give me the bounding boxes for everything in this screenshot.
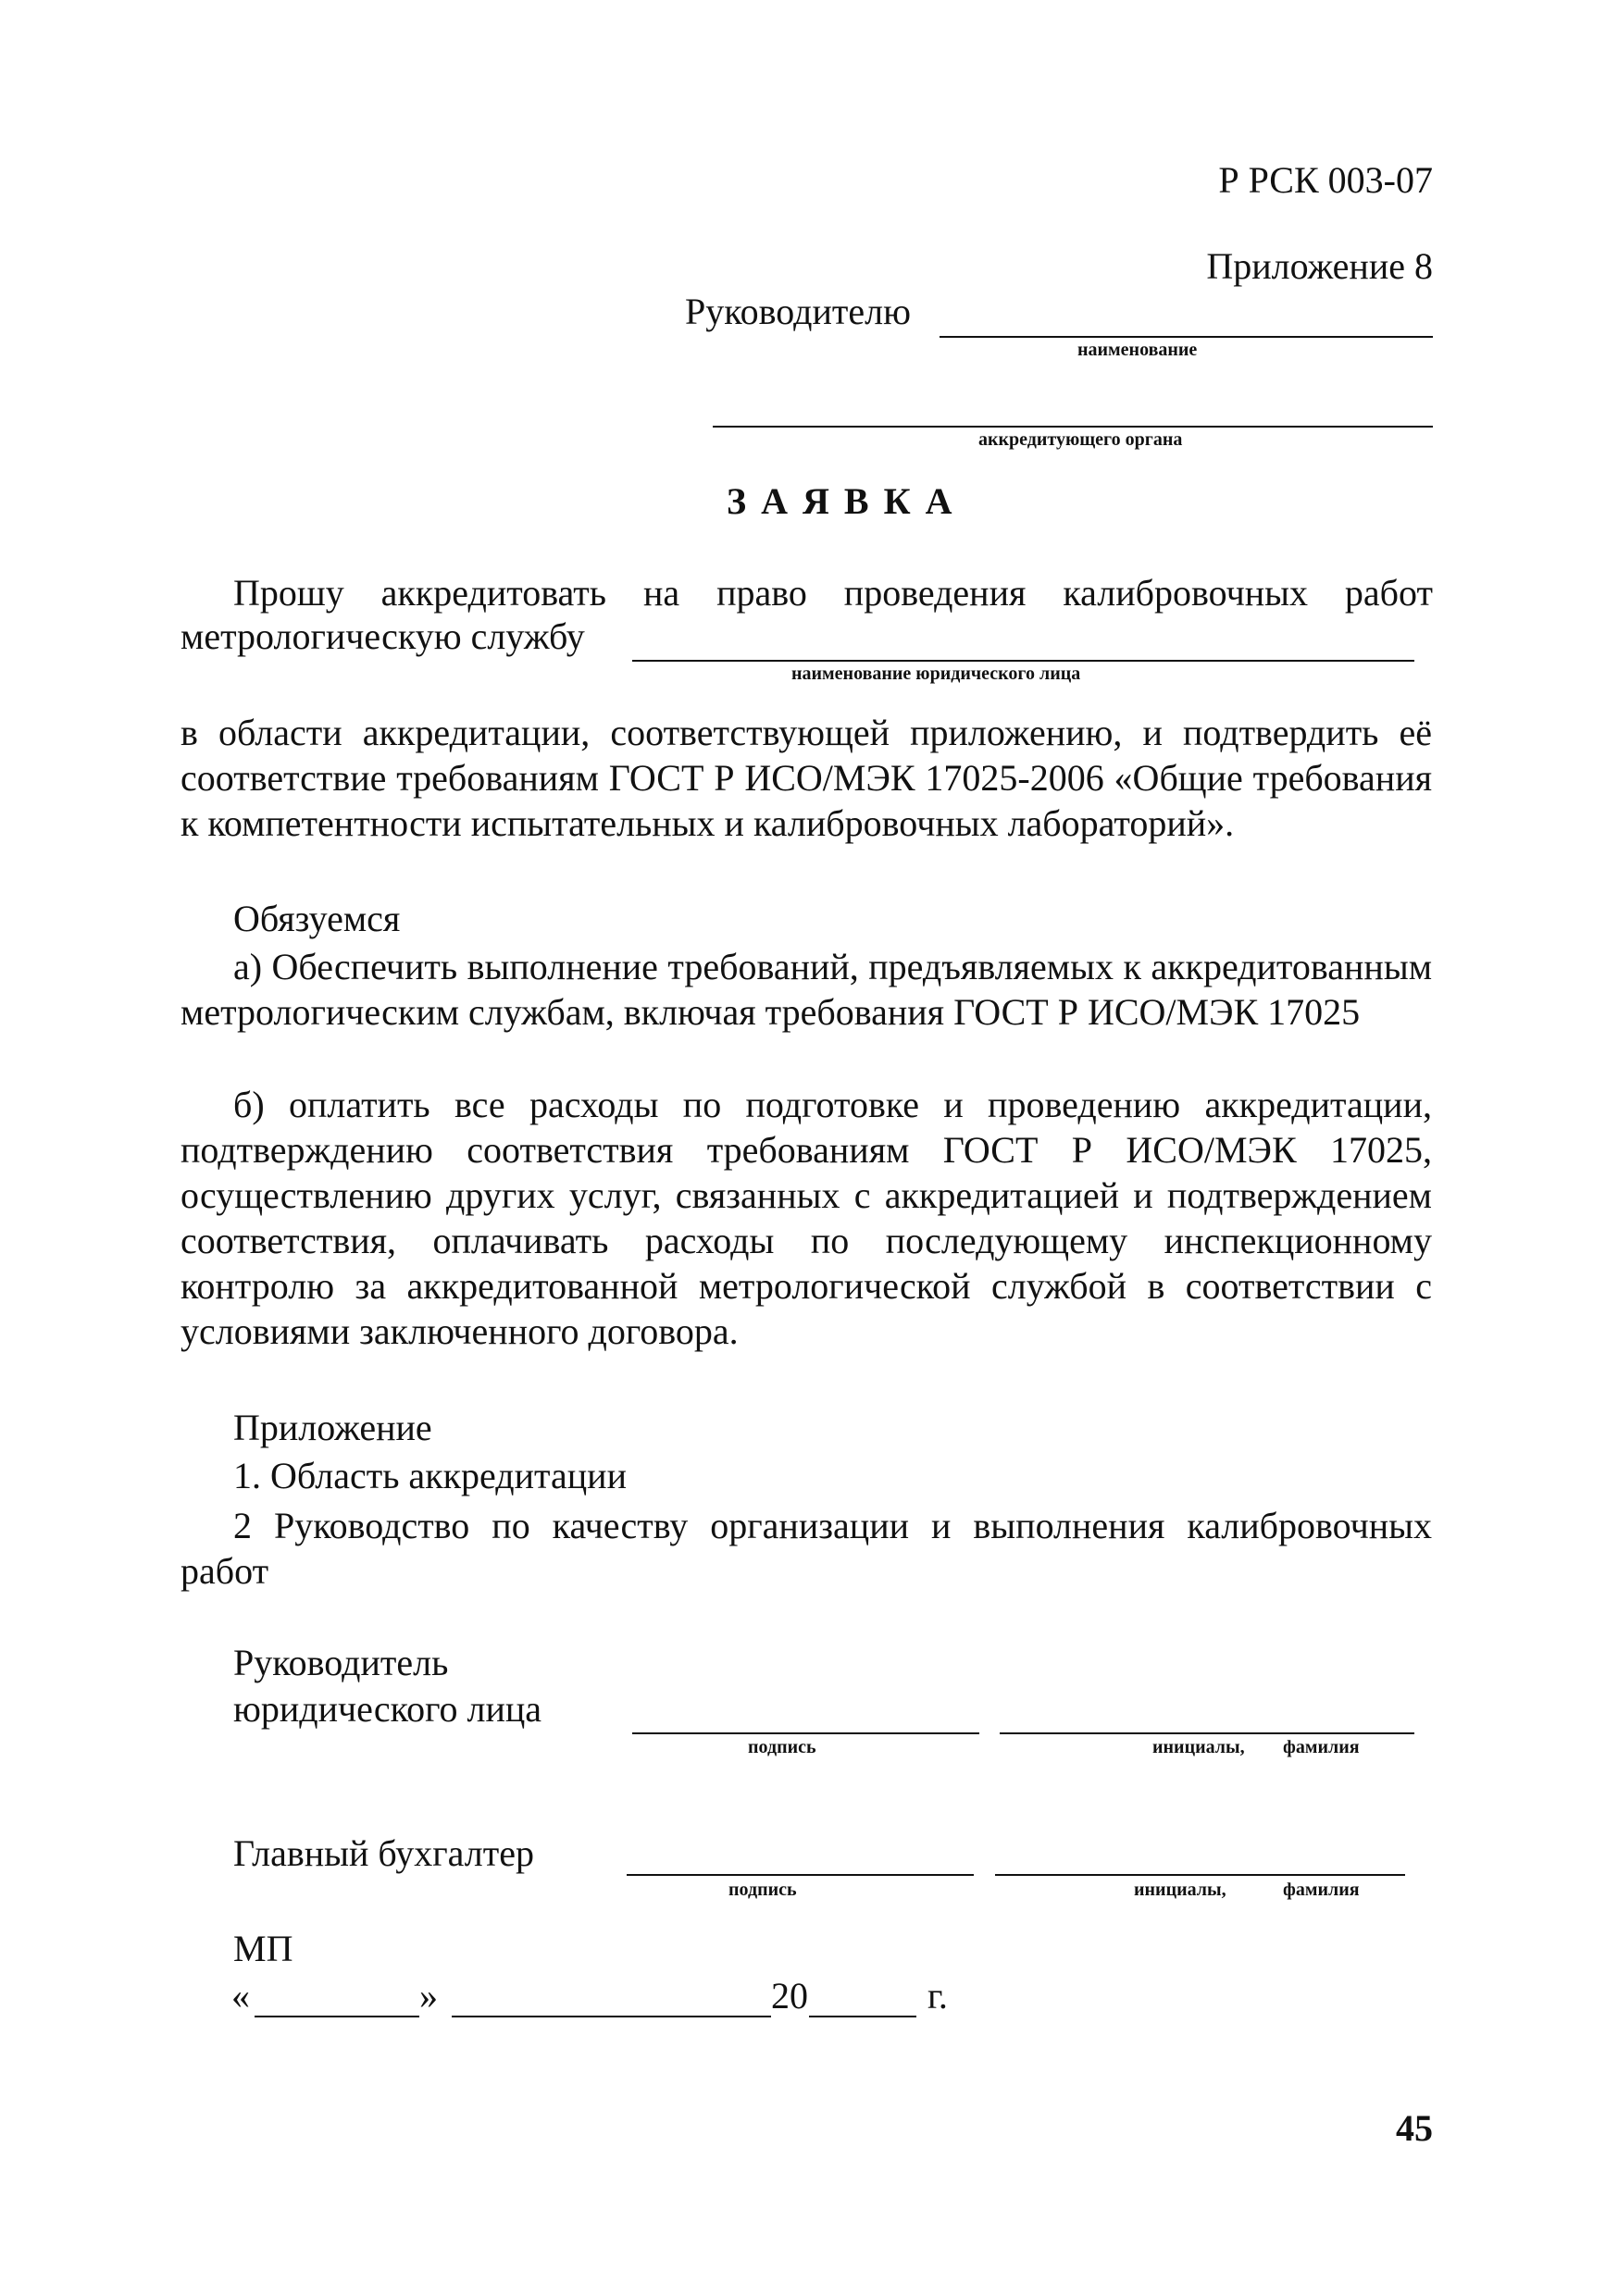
accountant-surname-caption: фамилия [1283, 1880, 1360, 1900]
request-continuation: в области аккредитации, соответствующей приложению, и подтвердить её соответствие требованиям ГОСТ Р ИСО/МЭК 17025-2006 «Общие требования к компетентности испытательных и калибровочных лабораторий». [180, 712, 1432, 844]
page-number: 45 [1396, 2107, 1433, 2149]
accountant-initials-line [995, 1874, 1405, 1876]
addressee-caption-1: наименование [1077, 340, 1198, 360]
date-quote-close: » [419, 1975, 438, 2017]
obligation-b: б) оплатить все расходы по подготовке и проведению аккредитации, подтверждению соответствия требованиям ГОСТ Р ИСО/МЭК 17025, осуществлению других услуг, связанных с аккредитацией и подтверждением соответствия, оплачивать расходы по последующему инспекционному контролю за аккредитованной метрологической службой в соответствии с условиями заключенного договора. [180, 1084, 1432, 1352]
document-code: Р РСК 003-07 [1218, 159, 1433, 201]
date-day-line [255, 2016, 419, 2017]
accountant-signature-line [627, 1874, 974, 1876]
date-quote-open: « [231, 1975, 250, 2017]
obligations-heading: Обязуемся [233, 898, 401, 939]
accountant-initials-caption: инициалы, [1134, 1880, 1226, 1900]
stamp-place: МП [233, 1928, 293, 1969]
head-signature-caption: подпись [748, 1737, 816, 1757]
request-line-1: Прошу аккредитовать на право проведения калибровочных работ [233, 572, 1433, 614]
date-year-prefix: 20 [771, 1975, 808, 2017]
addressee-label: Руководителю [685, 291, 911, 332]
head-signature-line [632, 1732, 979, 1734]
addressee-caption-2: аккредитующего органа [978, 429, 1183, 450]
date-year-line [809, 2016, 916, 2017]
head-surname-caption: фамилия [1283, 1737, 1360, 1757]
legal-entity-caption: наименование юридического лица [791, 664, 1081, 684]
head-initials-caption: инициалы, [1152, 1737, 1245, 1757]
head-initials-line [1000, 1732, 1414, 1734]
obligation-a: а) Обеспечить выполнение требований, предъявляемых к аккредитованным метрологическим службам, включая требования ГОСТ Р ИСО/МЭК 17025 [180, 946, 1432, 1033]
attachments-heading: Приложение [233, 1407, 432, 1448]
addressee-line-2 [713, 426, 1433, 428]
accountant-label: Главный бухгалтер [233, 1832, 534, 1874]
legal-entity-line [632, 660, 1414, 662]
request-line-2: метрологическую службу [180, 615, 585, 657]
attachment-item-1: 1. Область аккредитации [233, 1455, 627, 1496]
head-label-2: юридического лица [233, 1688, 542, 1730]
date-year-suffix: г. [927, 1975, 948, 2017]
date-month-line [452, 2016, 771, 2017]
page-title: ЗАЯВКА [727, 480, 967, 522]
head-label-1: Руководитель [233, 1642, 449, 1683]
appendix-label: Приложение 8 [1206, 245, 1433, 287]
accountant-signature-caption: подпись [728, 1880, 797, 1900]
attachment-item-2: 2 Руководство по качеству организации и выполнения калибровочных работ [180, 1505, 1432, 1592]
addressee-line-1 [940, 336, 1433, 338]
